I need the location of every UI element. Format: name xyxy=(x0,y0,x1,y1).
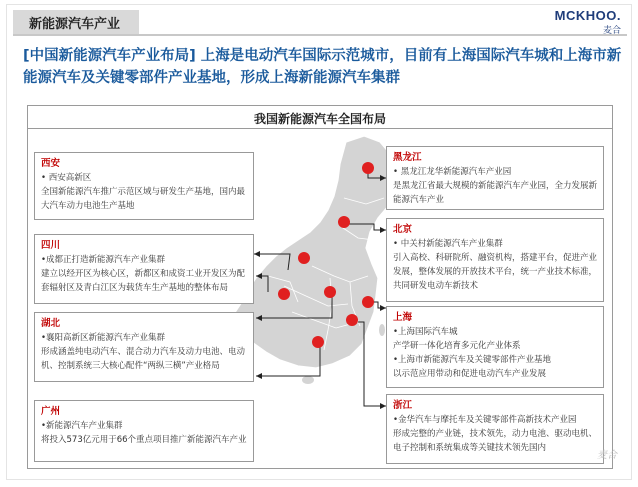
region-box-beijing xyxy=(386,218,604,302)
region-title-sichuan: 四川 xyxy=(41,240,61,251)
region-title-shanghai: 上海 xyxy=(393,312,413,323)
region-box-shanghai xyxy=(386,306,604,388)
logo-text-en: MCKHOO. xyxy=(554,8,621,23)
layout-panel xyxy=(27,105,613,469)
header-divider xyxy=(13,34,627,36)
panel-title: 我国新能源汽车全国布局 xyxy=(253,112,386,126)
region-title-guangzhou: 广州 xyxy=(41,406,61,417)
region-box-sichuan xyxy=(34,234,254,304)
region-box-guangzhou xyxy=(34,400,254,462)
taiwan-island xyxy=(379,324,385,336)
region-line: 将投入573亿元用于66个重点项目推广新能源汽车产业 xyxy=(41,435,247,445)
region-title-heilongjiang: 黑龙江 xyxy=(393,152,422,163)
region-box-xian xyxy=(34,152,254,220)
region-title-hubei: 湖北 xyxy=(41,318,61,329)
section-tag: 新能源汽车产业 xyxy=(13,10,139,34)
region-line: 形成完整的产业链，技术领先，动力电池、驱动电机、电子控制和系统集成等关键技术领先国内 xyxy=(393,429,598,453)
region-line: 建立以经开区为核心区，新都区和成资工业开发区为配套辐射区及青白江区为载货车生产基地的整体布局 xyxy=(41,269,246,293)
marker-xian xyxy=(298,252,310,264)
marker-hubei xyxy=(324,286,336,298)
region-box-hubei xyxy=(34,312,254,382)
hainan-island xyxy=(302,376,314,384)
region-line: 产学研一体化培育多元化产业体系 xyxy=(393,341,521,351)
region-line: 是黑龙江省最大规模的新能源汽车产业园，全力发展新能源汽车产业 xyxy=(393,181,598,205)
slide-header xyxy=(7,5,631,35)
arrowhead-xian xyxy=(254,251,260,257)
company-logo xyxy=(555,8,621,36)
marker-heilongjiang xyxy=(362,162,374,174)
region-line: •金华汽车与摩托车及关键零部件高新技术产业园 xyxy=(393,415,577,425)
region-line: • 中关村新能源汽车产业集群 xyxy=(393,239,503,249)
region-line: 以示范应用带动和促进电动汽车产业发展 xyxy=(393,369,547,379)
region-line: •新能源汽车产业集群 xyxy=(41,421,123,431)
region-line: •成都正打造新能源汽车产业集群 xyxy=(41,255,166,265)
region-title-xian: 西安 xyxy=(41,158,61,169)
region-box-heilongjiang xyxy=(386,146,604,210)
logo-text-cn: 麦合 xyxy=(602,26,621,36)
region-line: •襄阳高新区新能源汽车产业集群 xyxy=(41,333,166,343)
region-line: 形成涵盖纯电动汽车、混合动力汽车及动力电池、电动机、控制系统三大核心配件“两纵三横”产业格局 xyxy=(41,347,246,371)
region-line: 引入高校、科研院所、融资机构，搭建平台，促进产业发展，整体发展的开放技术平台，统一产业技术标准，共同研发电动车新技术 xyxy=(393,253,598,291)
region-line: •上海市新能源汽车及关键零部件产业基地 xyxy=(393,355,552,365)
region-line: • 西安高新区 xyxy=(41,173,92,183)
marker-sichuan xyxy=(278,288,290,300)
marker-beijing xyxy=(338,216,350,228)
marker-shanghai xyxy=(362,296,374,308)
region-line: • 黑龙江龙华新能源汽车产业园 xyxy=(393,167,512,177)
arrowhead-guangzhou xyxy=(256,373,262,379)
region-line: •上海国际汽车城 xyxy=(393,327,458,337)
marker-guangzhou xyxy=(312,336,324,348)
region-line: 全国新能源汽车推广示范区域与研发生产基地，国内最大汽车动力电池生产基地 xyxy=(41,187,246,211)
slide xyxy=(6,4,632,480)
watermark: 麦合 xyxy=(597,450,617,461)
marker-zhejiang xyxy=(346,314,358,326)
region-title-zhejiang: 浙江 xyxy=(393,400,413,411)
region-box-zhejiang xyxy=(386,394,604,464)
slide-headline: [中国新能源汽车产业布局] 上海是电动汽车国际示范城市，目前有上海国际汽车城和上海市新能源汽车及关键零部件产业基地，形成上海新能源汽车集群 xyxy=(23,48,622,86)
region-title-beijing: 北京 xyxy=(393,224,413,235)
